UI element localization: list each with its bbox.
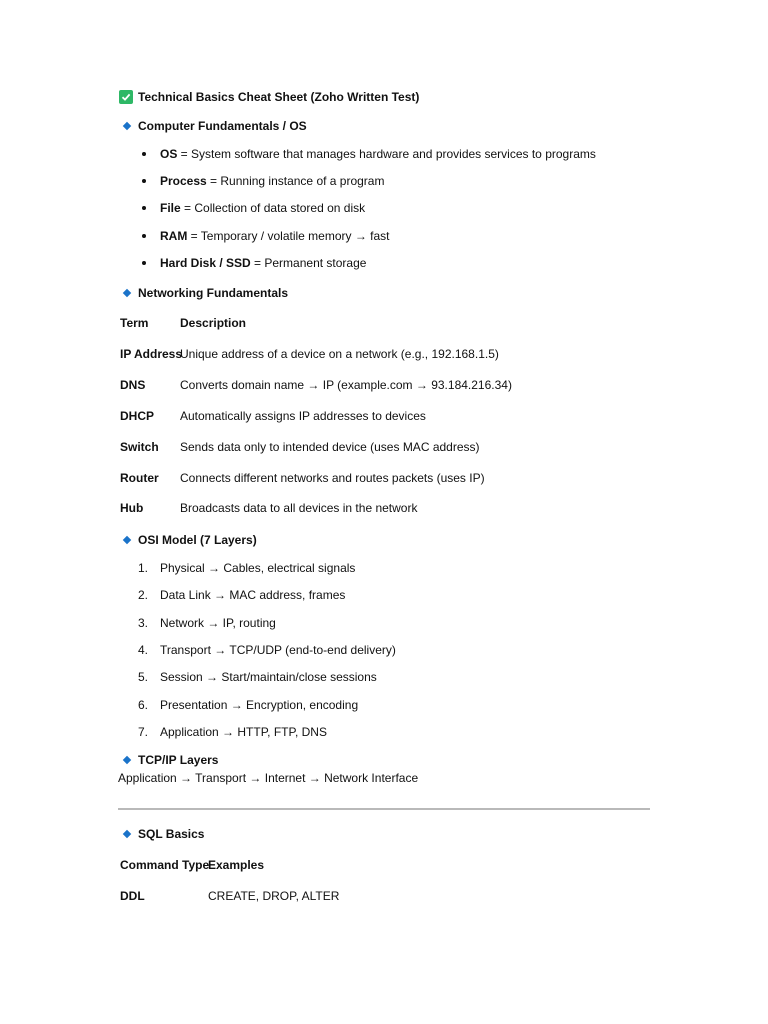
document-title: Technical Basics Cheat Sheet (Zoho Written Test) — [138, 90, 420, 104]
list-number: 1. — [138, 561, 149, 575]
bullet-dot-icon — [142, 234, 146, 238]
list-number: 5. — [138, 670, 149, 684]
checkmark-box-icon — [119, 90, 133, 104]
list-number: 7. — [138, 725, 149, 739]
blue-diamond-icon — [123, 536, 131, 544]
table-header-command-type: Command Type — [120, 858, 210, 872]
list-item: Data Link → MAC address, frames — [160, 588, 346, 602]
table-cell-description: Connects different networks and routes packets (uses IP) — [180, 471, 485, 485]
bullet-dot-icon — [142, 261, 146, 265]
list-item: Hard Disk / SSD = Permanent storage — [160, 256, 367, 270]
table-cell-term: DNS — [120, 378, 146, 392]
horizontal-divider — [118, 808, 650, 810]
list-item: Session → Start/maintain/close sessions — [160, 670, 377, 684]
table-cell-description: Sends data only to intended device (uses MAC address) — [180, 440, 480, 454]
table-cell-examples: CREATE, DROP, ALTER — [208, 889, 340, 903]
bullet-dot-icon — [142, 179, 146, 183]
table-header-examples: Examples — [208, 858, 265, 872]
list-item: Presentation → Encryption, encoding — [160, 698, 359, 712]
list-item: Process = Running instance of a program — [160, 174, 385, 188]
list-number: 6. — [138, 698, 149, 712]
list-item: OS = System software that manages hardware and provides services to programs — [160, 147, 596, 161]
table-cell-description: Unique address of a device on a network (e.g., 192.168.1.5) — [180, 347, 499, 361]
section-heading-os: Computer Fundamentals / OS — [138, 119, 307, 133]
list-item: Network → IP, routing — [160, 616, 276, 630]
table-cell-term: Switch — [120, 440, 159, 454]
bullet-dot-icon — [142, 152, 146, 156]
section-heading-sql: SQL Basics — [138, 827, 205, 841]
table-cell-term: Router — [120, 471, 159, 485]
table-cell-description: Broadcasts data to all devices in the network — [180, 501, 418, 515]
blue-diamond-icon — [123, 756, 131, 764]
table-cell-description: Converts domain name → IP (example.com → 93.184.216.34) — [180, 378, 512, 392]
list-item: File = Collection of data stored on disk — [160, 201, 366, 215]
list-item: RAM = Temporary / volatile memory → fast — [160, 229, 390, 243]
bullet-dot-icon — [142, 206, 146, 210]
table-header-description: Description — [180, 316, 247, 330]
list-number: 2. — [138, 588, 149, 602]
list-number: 3. — [138, 616, 149, 630]
section-heading-tcpip: TCP/IP Layers — [138, 753, 219, 767]
table-cell-term: IP Address — [120, 347, 183, 361]
section-heading-osi: OSI Model (7 Layers) — [138, 533, 257, 547]
table-header-term: Term — [120, 316, 149, 330]
tcpip-layers-text: Application → Transport → Internet → Network Interface — [118, 771, 419, 785]
blue-diamond-icon — [123, 289, 131, 297]
list-item: Application → HTTP, FTP, DNS — [160, 725, 327, 739]
table-cell-command-type: DDL — [120, 889, 145, 903]
table-cell-term: Hub — [120, 501, 144, 515]
blue-diamond-icon — [123, 122, 131, 130]
list-item: Physical → Cables, electrical signals — [160, 561, 356, 575]
list-item: Transport → TCP/UDP (end-to-end delivery) — [160, 643, 396, 657]
table-cell-description: Automatically assigns IP addresses to devices — [180, 409, 426, 423]
table-cell-term: DHCP — [120, 409, 155, 423]
blue-diamond-icon — [123, 830, 131, 838]
section-heading-networking: Networking Fundamentals — [138, 286, 289, 300]
list-number: 4. — [138, 643, 149, 657]
